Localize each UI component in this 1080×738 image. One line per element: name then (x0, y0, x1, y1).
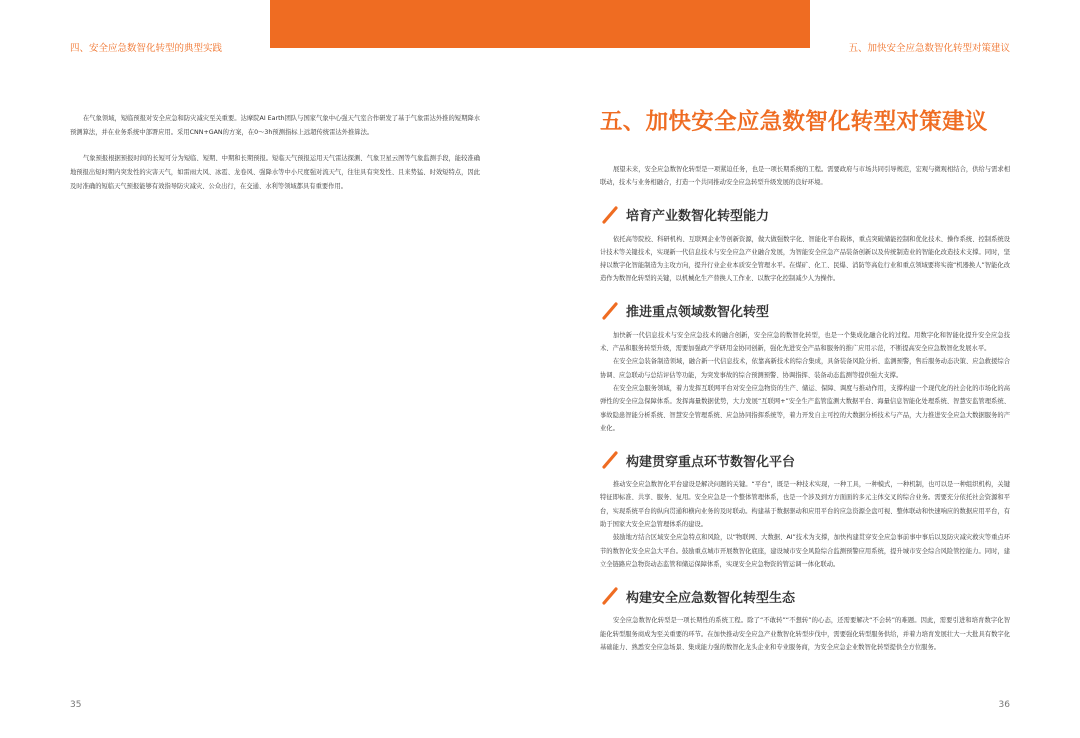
section-title: 构建贯穿重点环节数智化平台 (626, 454, 796, 470)
section-platform (600, 449, 1010, 571)
section-paragraph: 依托高等院校、科研机构、互联网企业等创新资源，做大做强数字化、智能化平台载体，重点突破储能控制和优化技术、操作系统、控制系统设计技术等关键技术，实现新一代信息技术与安全应急产业融合发展，为智能安全应急产品装备创新以及传统制造业的智能化改造技术支撑。同时，坚持以数字化智能制造为主攻方向，提升行业企业本质安全管理水平。在煤矿、化工、民爆、消防等高危行业和重点领域要将实施“机器换人”智能化改造作为数智化转型的关键，以机械化生产替换人工作业、以数字化控制减少人为操作。 (600, 235, 1010, 283)
section-title: 培育产业数智化转型能力 (626, 209, 770, 225)
running-header-right: 五、加快安全应急数智化转型对策建议 (848, 43, 1010, 54)
page-number-left: 35 (70, 700, 82, 710)
section-key-fields (600, 300, 1010, 435)
section-heading (600, 585, 1010, 607)
left-page-body (70, 112, 480, 205)
chapter-title: 五、加快安全应急数智化转型对策建议 (600, 109, 988, 135)
intro-paragraph: 展望未来，安全应急数智化转型是一项紧迫任务，也是一项长期系统的工程。需要政府与市场共同引导规范，宏观与微观相结合，供给与需求相联动，技术与业务相融合，打造一个共同推动安全应急转型升级发展的良好环境。 (600, 166, 1010, 187)
slash-icon (600, 451, 620, 469)
section-paragraph: 安全应急数智化转型是一项长期性的系统工程。除了“不敢转”“不想转”的心态，还需要解决“不会转”的难题。因此，需要引进和培育数字化智能化转型服务商成为至关重要的环节。在加快推动安全应急产业数智化转型步伐中，需要强化转型服务供给，并着力培育发展壮大一大批具有数字化基础能力、熟悉安全应急场景、集成能力强的数智化龙头企业和专业服务商，为安全应急企业数智化转型提供全方位服务。 (600, 617, 1010, 651)
section-paragraph: 鼓励地方结合区域安全应急特点和风险，以“物联网、大数据、AI”技术为支撑，加快构建贯穿安全应急事前事中事后以及防灾减灾救灾等重点环节的数智化安全应急大平台。鼓励重点城市开展数智化底座，建设城市安全风险综合监测预警应用系统，提升城市安全综合风险管控能力。同时，建立全链路应急物资动态监管和储运保障体系，实现安全应急物资的管运调一体化联动。 (600, 534, 1010, 568)
section-heading (600, 204, 1010, 226)
section-text (600, 329, 1010, 435)
section-paragraph: 加快新一代信息技术与安全应急技术的融合创新，安全应急的数智化转型，也是一个集成化融合化的过程。用数字化和智能化提升安全应急技术、产品和服务转型升级，需要加强政产学研用金协同创新，强化先进安全产品和服务的推广应用示范，不断提高安全应急数智化发展水平。 (600, 331, 1010, 353)
section-paragraph: 在安全应急装备制造领域，融合新一代信息技术，依靠高新技术的综合集成，具备装备风险分析、监测预警，售后服务动态决策、应急救援综合协调、应急联动与总结评估等功能，为突发事故的综合预测预警、协调指挥、装备动态监测等提供强大支撑。 (600, 358, 1010, 379)
page-number-right: 36 (998, 700, 1010, 710)
slash-icon (600, 206, 620, 224)
section-title: 构建安全应急数智化转型生态 (626, 590, 796, 606)
left-paragraph: 在气象领域，短临预报对安全应急和防灾减灾至关重要。达摩院AI Earth团队与国家气象中心强天气室合作研发了基于气象雷达外推的短期降水预测算法，并在业务系统中部署应用。采用CNN+GAN的方案，在0～3h预测指标上远超传统雷达外推算法。 (70, 115, 480, 137)
section-heading (600, 300, 1010, 322)
section-industry-capability (600, 204, 1010, 286)
section-text (600, 478, 1010, 571)
section-ecosystem (600, 585, 1010, 654)
right-page-body (600, 102, 1010, 654)
section-heading (600, 449, 1010, 471)
header-color-band (270, 0, 810, 48)
section-title: 推进重点领域数智化转型 (626, 305, 770, 321)
section-paragraph: 在安全应急服务领域，着力发挥互联网平台对安全应急物资的生产、储运、保障、调度与推动作用，支撑构建一个现代化的社会化的市场化的高弹性的安全应急保障体系。发挥海量数据优势，大力发展“互联网+”安全生产监管监测大数据平台、海量信息智能化处理系统、智慧安监管理系统、事故隐患智能分析系统、智慧安全管理系统、应急协同指挥系统等，着力开发自主可控的大数据分析技术与产品，大力推进安全应急大数据服务的产业化。 (600, 384, 1010, 432)
slash-icon (600, 302, 620, 320)
chapter-intro (600, 163, 1010, 190)
section-paragraph: 推动安全应急数智化平台建设是解决问题的关键。“平台”，既是一种技术实现，一种工具，一种模式，一种机制，也可以是一种组织机构，关键特征即标准、共享、服务、复用。安全应急是一个整体管理体系，也是一个涉及到方方面面的多元主体交叉的综合业务。需要充分依托社会资源和平台，实现系统平台的纵向贯通和横向业务的及时联动。构建基于数据驱动和应用平台的应急资源全盘可视、整体联动和快速响应的数据应用平台，有助于国家大安全应急管理体系的建设。 (600, 481, 1010, 529)
slash-icon (600, 587, 620, 605)
section-text (600, 614, 1010, 654)
running-header-left: 四、安全应急数智化转型的典型实践 (70, 43, 223, 54)
section-text (600, 233, 1010, 286)
left-paragraph: 气象预报根据预报时间的长短可分为短临、短期、中期和长期预报。短临天气预报运用天气雷达探测、气象卫星云图等气象监测手段，能较准确地预报出短时期内突发性的灾害天气，如雷雨大风、冰雹、龙卷风、强降水等中小尺度强对流天气，往往具有突发性、且来势猛、时效短特点，因此及时准确的短临天气预报能够有效指导防灾减灾、公众出行，在交通、水利等领域都具有重要作用。 (70, 154, 480, 191)
